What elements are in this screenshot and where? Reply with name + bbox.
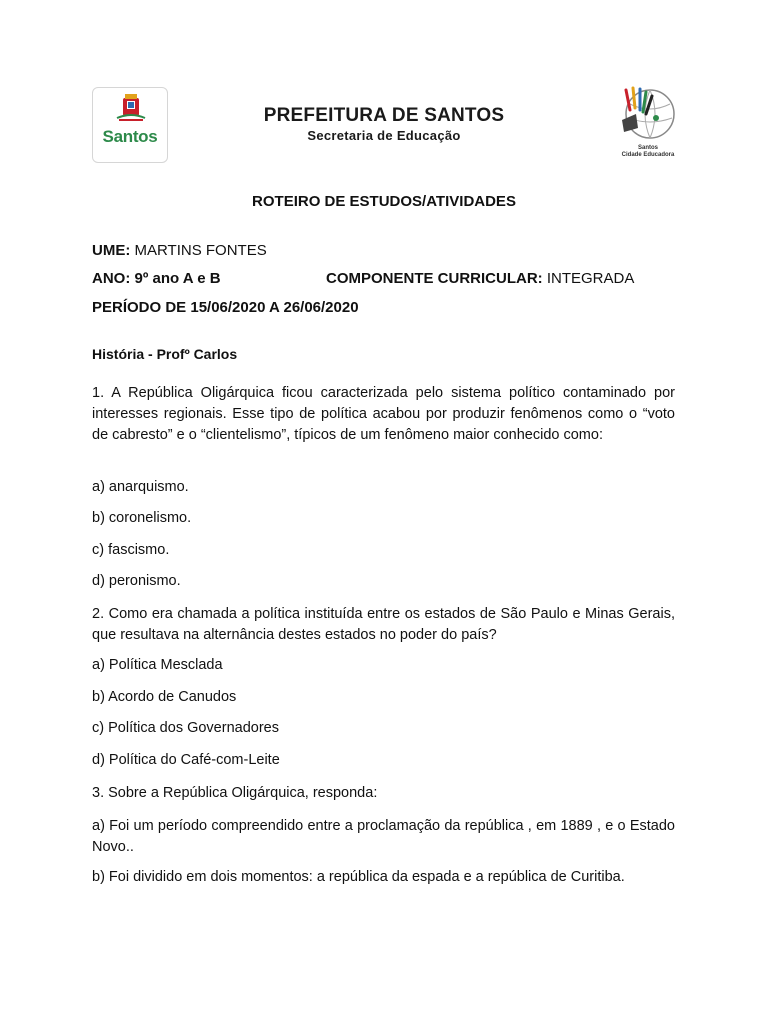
ano-label: ANO: xyxy=(92,270,131,287)
question-1-option-b: b) coronelismo. xyxy=(92,510,192,526)
question-3-text: 3. Sobre a República Oligárquica, responda: xyxy=(92,785,378,801)
header-subtitle: Secretaria de Educação xyxy=(307,128,461,143)
componente-label: COMPONENTE CURRICULAR: xyxy=(326,270,543,287)
ume-label: UME: xyxy=(92,242,131,259)
document-title: ROTEIRO DE ESTUDOS/ATIVIDADES xyxy=(252,193,516,210)
question-3-item-a: a) Foi um período compreendido entre a proclamação da república , em 1889 , e o Estado Novo.. xyxy=(92,818,675,855)
question-2-option-d: d) Política do Café-com-Leite xyxy=(92,752,280,768)
componente-value: INTEGRADA xyxy=(546,270,635,287)
santos-logo-text: Santos xyxy=(102,127,158,146)
right-logo-text-1: Santos xyxy=(637,145,658,151)
city-crest-icon xyxy=(93,88,169,128)
ano-line xyxy=(92,270,221,287)
question-2-option-c: c) Política dos Governadores xyxy=(92,720,279,736)
periodo-line: PERÍODO DE 15/06/2020 A 26/06/2020 xyxy=(92,299,359,316)
ume-value: MARTINS FONTES xyxy=(134,242,267,259)
question-2-text: 2. Como era chamada a política instituída entre os estados de São Paulo e Minas Gerais, que resultava na alternância destes estados no poder do país? xyxy=(92,606,675,643)
question-1-option-a: a) anarquismo. xyxy=(92,479,189,495)
subject-heading: História - Profº Carlos xyxy=(92,346,238,362)
santos-logo xyxy=(92,87,168,163)
question-1-option-c: c) fascismo. xyxy=(92,542,170,558)
page-header xyxy=(0,0,768,180)
ume-line xyxy=(92,242,267,259)
right-logo-text-2: Cidade Educadora xyxy=(621,152,675,158)
question-2-option-a: a) Política Mesclada xyxy=(92,657,223,673)
ano-value: 9º ano A e B xyxy=(134,270,221,287)
componente-line xyxy=(326,270,634,287)
question-3-item-b: b) Foi dividido em dois momentos: a república da espada e a república de Curitiba. xyxy=(92,869,625,885)
question-1-option-d: d) peronismo. xyxy=(92,573,181,589)
question-1-text: 1. A República Oligárquica ficou caracterizada pelo sistema político contaminado por interesses regionais. Esse tipo de política acabou por produzir fenômenos como o “voto de cabresto” e o “clientelismo”, típicos de um fenômeno maior conhecido como: xyxy=(92,385,675,443)
question-2-option-b: b) Acordo de Canudos xyxy=(92,689,237,705)
header-title: PREFEITURA DE SANTOS xyxy=(263,105,505,126)
